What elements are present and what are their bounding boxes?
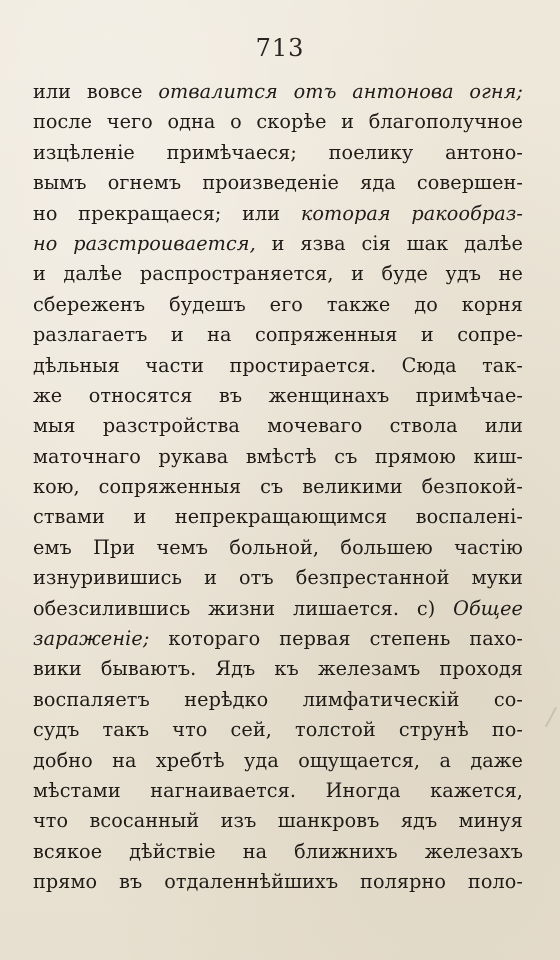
text-segment: воспаляетъ нерѣдко лимфатическій со- [33, 687, 523, 711]
text-segment: судъ такъ что сей, толстой струнѣ по- [33, 718, 523, 742]
page-number: 713 [255, 34, 305, 62]
text-line [33, 533, 523, 563]
text-segment: изнуривишись и отъ безпрестанной муки [33, 566, 523, 590]
text-segment: вики бываютъ. Ядъ къ железамъ проходя [33, 657, 523, 681]
text-line [33, 199, 523, 229]
text-segment: прямо въ отдаленнѣйшихъ полярно поло- [33, 870, 523, 894]
text-segment: и далѣе распространяется, и буде удъ не [33, 262, 523, 286]
text-segment: разлагаетъ и на сопряженныя и сопре- [33, 323, 523, 347]
text-segment: и язва сія шак далѣе [255, 231, 523, 255]
text-line [33, 502, 523, 532]
margin-mark [545, 707, 557, 727]
text-line [33, 746, 523, 776]
text-line [33, 624, 523, 654]
text-line [33, 351, 523, 381]
text-line [33, 594, 523, 624]
text-segment: но прекращаеся; или [33, 201, 301, 225]
text-line [33, 168, 523, 198]
text-line [33, 685, 523, 715]
text-line [33, 806, 523, 836]
text-line [33, 776, 523, 806]
text-line [33, 472, 523, 502]
italic-text-segment: отвалится отъ антонова огня; [158, 80, 523, 103]
text-segment: маточнаго рукава вмѣстѣ съ прямою киш- [33, 444, 523, 468]
text-line [33, 229, 523, 259]
text-line [33, 654, 523, 684]
text-line [33, 867, 523, 897]
italic-text-segment: которая ракообраз- [300, 201, 523, 225]
text-segment: что всосанный изъ шанкровъ ядъ минуя [33, 809, 523, 833]
text-segment: изцѣленіе примѣчаеся; поелику антоно- [33, 140, 523, 164]
text-line [33, 138, 523, 168]
text-segment: же относятся въ женщинахъ примѣчае- [33, 383, 523, 407]
text-line [33, 107, 523, 137]
text-segment: кою, сопряженныя съ великими безпокой- [33, 475, 523, 499]
text-segment: котораго первая степень пахо- [149, 627, 523, 651]
text-line [33, 381, 523, 411]
text-segment: ствами и непрекращающимся воспаленi- [33, 505, 523, 529]
text-line [33, 563, 523, 593]
text-segment: емъ При чемъ больной, большею частію [33, 535, 523, 559]
text-segment: вымъ огнемъ произведеніе яда совершен- [33, 171, 523, 195]
italic-text-segment: но разстроивается, [33, 231, 256, 255]
text-line [33, 259, 523, 289]
text-segment: добно на хребтѣ уда ощущается, а даже [33, 748, 523, 772]
text-segment: всякое дѣйствіе на ближнихъ железахъ [33, 839, 523, 863]
text-line [33, 320, 523, 350]
text-line [33, 837, 523, 867]
text-segment: мыя разстройства мочеваго ствола или [33, 414, 523, 438]
text-line [33, 411, 523, 441]
text-line [33, 77, 523, 107]
text-segment: обезсилившись жизни лишается. c) [33, 596, 454, 620]
text-segment: мѣстами нагнаивается. Иногда кажется, [33, 778, 523, 802]
text-line [33, 442, 523, 472]
text-line [33, 715, 523, 745]
text-segment: после чего одна о скорѣе и благополучное [33, 110, 523, 134]
text-segment: сбереженъ будешъ его также до корня [33, 292, 523, 316]
text-segment: дѣльныя части простирается. Сюда так- [33, 353, 523, 377]
italic-text-segment: зараженіе; [33, 627, 150, 651]
body-text [33, 77, 523, 898]
text-segment: или вовсе [33, 80, 159, 103]
text-line [33, 290, 523, 320]
italic-text-segment: Общее [453, 596, 523, 620]
